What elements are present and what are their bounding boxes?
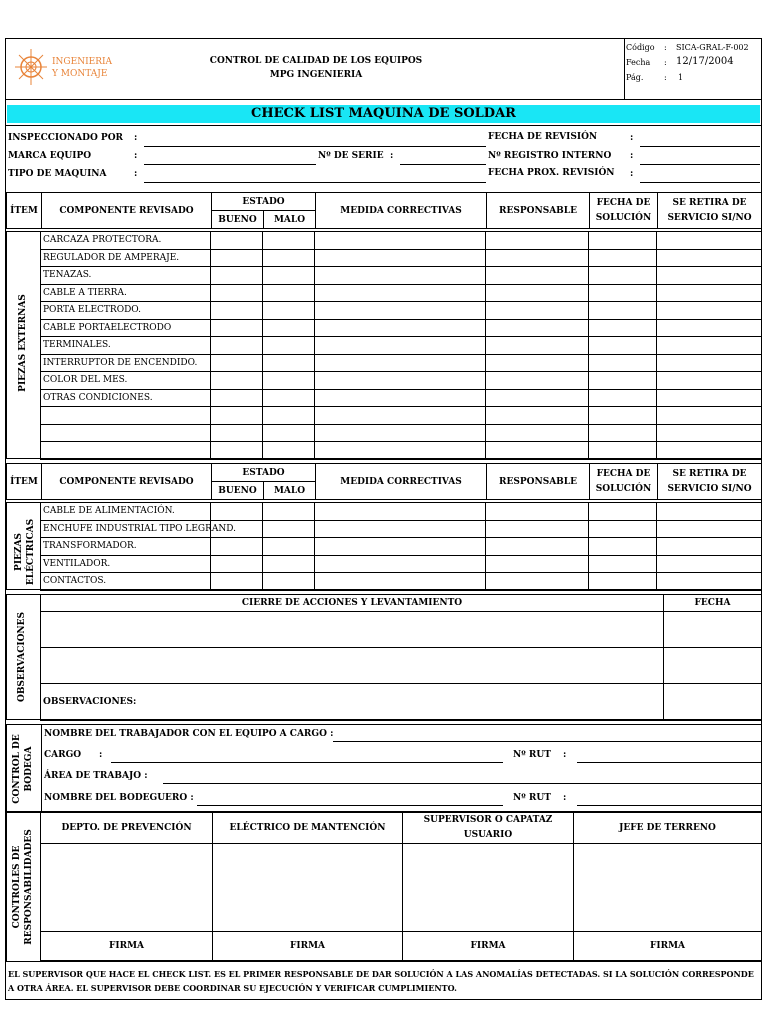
externas-cell[interactable]: [263, 284, 315, 302]
externas-cell[interactable]: [211, 407, 263, 425]
externas-cell[interactable]: [315, 249, 486, 267]
electricas-cell[interactable]: [486, 573, 589, 591]
electricas-cell[interactable]: [263, 503, 315, 521]
externas-cell[interactable]: [486, 319, 589, 337]
externas-cell[interactable]: [263, 424, 315, 442]
electricas-cell[interactable]: [263, 520, 315, 538]
externas-component: CABLE A TIERRA.: [41, 284, 211, 302]
fecha-revision-label: FECHA DE REVISIÓN: [488, 132, 598, 142]
externas-cell[interactable]: [657, 442, 762, 460]
pag-label: Pág.: [626, 73, 644, 82]
rut-label-2: Nº RUT: [513, 793, 551, 803]
cargo-label: CARGO: [44, 750, 82, 760]
externas-table: [40, 231, 762, 460]
externas-cell[interactable]: [657, 424, 762, 442]
externas-cell[interactable]: [589, 232, 657, 250]
externas-row: [41, 337, 762, 355]
externas-cell[interactable]: [589, 442, 657, 460]
form-page: INGENIERIA Y MONTAJE CONTROL DE CALIDAD DE LOS EQUIPOS MPG INGENIERIA Código : SICA-GRAL-F-002 Fecha : 12/17/2004 Pág. : 1 CHECK LIST MAQUINA DE SOLDAR INSPECCIONADO POR : FECHA DE REVISIÓN : MARCA EQUIPO : Nº DE SERIE : Nº REGISTRO INTERNO : TIPO DE MAQUINA : FECHA PROX. REVISIÓN : ÍTEM COMPONENTE REVISADO ESTADO MEDIDA CORRECTIVAS RESPONSABLE FECHA DE SOLUCIÓN SE RETIRA DE SERVICIO SI/NO BUENO MALO PIEZAS EXTERNAS CARCAZA PROTECTORA. REGULADOR DE AMPERAJE. TENAZAS. CABLE A TIERRA. PORTA ELECTRODO. CABLE PORTAELECTRODO TERMINALES. INTERRUPTOR DE ENCENDIDO. COLOR DEL MES. OTRAS CONDICIONES. ÍTEM COMPONENTE REVISADO ESTADO MEDIDA CORRECTIVAS RESPONSABLE FECHA DE SOLUCIÓN SE RETIRA DE SERVICIO SI/NO BUENO MALO PIEZAS ELÉCTRICAS CABLE DE ALIMENTACIÓN. ENCHUFE INDUSTRIAL TIPO LEGRAND. TRANSFORMADOR. VENTILADOR. CONTACTOS. OBSERVACIONES CIERRE DE ACCIONES Y LEVANTAMIENTO FECHA OBSERVACIONES: CONTROL DE BODEGA NOMBRE DEL TRABAJADOR CON EL EQUIPO A CARGO : CARGO : Nº RUT : ÁREA DE TRABAJO : NOMBRE DEL BODEGUERO : Nº RUT : CONTROLES DE RESPONSABILIDADES DEPTO. DE PREVENCIÓN ELÉCTRICO DE MANTENCIÓN SUPERVISOR O CAPATAZ USUARIO JEFE DE TERRENO FIRMA FIRMA FIRMA FIRMA EL SUPERVISOR QUE HACE EL CHECK LIST. ES EL PRIMER RESPONSABLE DE DAR SOLUCIÓN A LAS ANOMALÍAS DETECTADAS. SI LA SOLUCIÓN CORRESPONDE A OTRA ÁREA. EL SUPERVISOR DEBE COORDINAR SU EJECUCIÓN Y VERIFICAR CUMPLIMIENTO.: [5, 38, 762, 1000]
externas-cell[interactable]: [315, 442, 486, 460]
externas-cell[interactable]: [263, 354, 315, 372]
footer-note: EL SUPERVISOR QUE HACE EL CHECK LIST. ES EL PRIMER RESPONSABLE DE DAR SOLUCIÓN A LAS ANOMALÍAS DETECTADAS. SI LA SOLUCIÓN CORRESPONDE A OTRA ÁREA. EL SUPERVISOR DEBE COORDINAR SU EJECUCIÓN Y VERIFICAR CUMPLIMIENTO.: [8, 969, 754, 993]
electricas-cell[interactable]: [657, 538, 762, 556]
externas-cell[interactable]: [589, 372, 657, 390]
registro-field[interactable]: [640, 164, 760, 165]
externas-cell[interactable]: [315, 337, 486, 355]
electricas-row: [41, 538, 762, 556]
codigo-label: Código: [626, 43, 655, 52]
electricas-cell[interactable]: [486, 538, 589, 556]
cierre-row-1[interactable]: [41, 612, 664, 648]
electricas-cell[interactable]: [486, 503, 589, 521]
externas-row: [41, 249, 762, 267]
externas-cell[interactable]: [315, 372, 486, 390]
externas-component: OTRAS CONDICIONES.: [41, 389, 211, 407]
observaciones-label: OBSERVACIONES: [17, 611, 27, 703]
logo-emblem-icon: [14, 47, 48, 87]
registro-label: Nº REGISTRO INTERNO: [488, 151, 612, 161]
externas-cell[interactable]: [263, 337, 315, 355]
externas-cell[interactable]: [263, 319, 315, 337]
company-logo: [12, 47, 112, 89]
externas-cell[interactable]: [486, 407, 589, 425]
externas-cell[interactable]: [315, 284, 486, 302]
electricas-cell[interactable]: [315, 555, 486, 573]
observaciones-field[interactable]: OBSERVACIONES:: [41, 684, 664, 721]
externas-row: [41, 407, 762, 425]
externas-component: TERMINALES.: [41, 337, 211, 355]
tipo-label: TIPO DE MAQUINA: [8, 169, 107, 179]
electricas-cell[interactable]: [589, 573, 657, 591]
externas-cell[interactable]: [315, 407, 486, 425]
bodega-label: CONTROL DE BODEGA: [12, 734, 34, 804]
fecha-prox-label: FECHA PROX. REVISIÓN: [488, 168, 615, 178]
electricas-cell[interactable]: [486, 555, 589, 573]
externas-cell[interactable]: [657, 249, 762, 267]
externas-cell[interactable]: [211, 319, 263, 337]
electricas-cell[interactable]: [315, 520, 486, 538]
externas-cell[interactable]: [589, 319, 657, 337]
electricas-component: VENTILADOR.: [41, 555, 211, 573]
electricas-component: CONTACTOS.: [41, 573, 211, 591]
externas-cell[interactable]: [315, 354, 486, 372]
bodeguero-field[interactable]: [197, 805, 503, 806]
observaciones-table: CIERRE DE ACCIONES Y LEVANTAMIENTO FECHA OBSERVACIONES:: [40, 594, 762, 721]
electricas-cell[interactable]: [315, 538, 486, 556]
marca-field[interactable]: [144, 164, 316, 165]
electricas-row: [41, 573, 762, 591]
responsabilidades-table: DEPTO. DE PREVENCIÓN ELÉCTRICO DE MANTENCIÓN SUPERVISOR O CAPATAZ USUARIO JEFE DE TERRENO FIRMA FIRMA FIRMA FIRMA: [40, 812, 762, 961]
electricas-component: TRANSFORMADOR.: [41, 538, 211, 556]
externas-cell[interactable]: [263, 442, 315, 460]
electricas-component: CABLE DE ALIMENTACIÓN.: [41, 503, 211, 521]
externas-cell[interactable]: [486, 354, 589, 372]
externas-cell[interactable]: [486, 337, 589, 355]
electricas-component: ENCHUFE INDUSTRIAL TIPO LEGRAND.: [41, 520, 211, 538]
externas-cell[interactable]: [657, 354, 762, 372]
externas-component: [41, 407, 211, 425]
externas-cell[interactable]: [657, 319, 762, 337]
externas-cell[interactable]: [657, 267, 762, 285]
externas-component: REGULADOR DE AMPERAJE.: [41, 249, 211, 267]
tipo-field[interactable]: [144, 182, 486, 183]
externas-cell[interactable]: [589, 354, 657, 372]
externas-cell[interactable]: [263, 407, 315, 425]
firma-label: FIRMA: [574, 932, 762, 961]
electricas-cell[interactable]: [486, 520, 589, 538]
electricas-cell[interactable]: [263, 538, 315, 556]
electricas-row: [41, 503, 762, 521]
externas-cell[interactable]: [263, 267, 315, 285]
electricas-row: [41, 520, 762, 538]
externas-cell[interactable]: [211, 302, 263, 320]
externas-cell[interactable]: [315, 302, 486, 320]
externas-row: [41, 424, 762, 442]
inspeccionado-label: INSPECCIONADO POR: [8, 133, 124, 143]
electricas-cell[interactable]: [263, 555, 315, 573]
externas-cell[interactable]: [315, 424, 486, 442]
responsabilidades-label: CONTROLES DE RESPONSABILIDADES: [12, 829, 34, 945]
externas-row: [41, 302, 762, 320]
externas-cell[interactable]: [211, 284, 263, 302]
electricas-cell[interactable]: [589, 538, 657, 556]
externas-cell[interactable]: [486, 389, 589, 407]
externas-cell[interactable]: [211, 232, 263, 250]
externas-cell[interactable]: [657, 284, 762, 302]
electricas-cell[interactable]: [211, 573, 263, 591]
inspeccionado-field[interactable]: [144, 146, 486, 147]
externas-component: [41, 442, 211, 460]
rut-field-1[interactable]: [577, 762, 761, 763]
electricas-cell[interactable]: [657, 573, 762, 591]
externas-cell[interactable]: [589, 267, 657, 285]
electricas-cell[interactable]: [589, 520, 657, 538]
electricas-cell[interactable]: [589, 503, 657, 521]
externas-row: [41, 232, 762, 250]
electricas-cell[interactable]: [657, 520, 762, 538]
externas-row: [41, 284, 762, 302]
cierre-row-2[interactable]: [41, 648, 664, 684]
externas-component: TENAZAS.: [41, 267, 211, 285]
electricas-row: [41, 555, 762, 573]
externas-cell[interactable]: [211, 424, 263, 442]
serie-field[interactable]: [400, 164, 486, 165]
firma-label: FIRMA: [403, 932, 574, 961]
externas-cell[interactable]: [657, 372, 762, 390]
header-title-2: MPG INGENIERIA: [269, 70, 363, 80]
externas-cell[interactable]: [657, 389, 762, 407]
externas-row: [41, 319, 762, 337]
externas-component: COLOR DEL MES.: [41, 372, 211, 390]
electricas-header-table: ÍTEM COMPONENTE REVISADO ESTADO MEDIDA CORRECTIVAS RESPONSABLE FECHA DE SOLUCIÓN SE RETIRA DE SERVICIO SI/NO BUENO MALO: [6, 463, 762, 500]
externas-cell[interactable]: [211, 267, 263, 285]
externas-cell[interactable]: [315, 232, 486, 250]
codigo-value: SICA-GRAL-F-002: [676, 43, 749, 52]
externas-header-table: ÍTEM COMPONENTE REVISADO ESTADO MEDIDA CORRECTIVAS RESPONSABLE FECHA DE SOLUCIÓN SE RETIRA DE SERVICIO SI/NO BUENO MALO: [6, 192, 762, 229]
externas-component: CARCAZA PROTECTORA.: [41, 232, 211, 250]
serie-label: Nº DE SERIE: [318, 151, 384, 161]
externas-cell[interactable]: [486, 232, 589, 250]
externas-row: [41, 389, 762, 407]
signature-box-jefe[interactable]: [574, 844, 762, 932]
externas-cell[interactable]: [315, 267, 486, 285]
externas-cell[interactable]: [211, 442, 263, 460]
electricas-cell[interactable]: [657, 555, 762, 573]
externas-cell[interactable]: [589, 284, 657, 302]
externas-cell[interactable]: [589, 249, 657, 267]
rut-label-1: Nº RUT: [513, 750, 551, 760]
externas-cell[interactable]: [263, 249, 315, 267]
pag-value: 1: [678, 73, 684, 82]
fecha-prox-field[interactable]: [640, 182, 760, 183]
externas-row: [41, 442, 762, 460]
marca-label: MARCA EQUIPO: [8, 151, 92, 161]
bodega-section: CONTROL DE BODEGA NOMBRE DEL TRABAJADOR CON EL EQUIPO A CARGO : CARGO : Nº RUT : ÁREA DE TRABAJO : NOMBRE DEL BODEGUERO : Nº RUT :: [6, 724, 762, 812]
electricas-cell[interactable]: [315, 573, 486, 591]
externas-label: PIEZAS EXTERNAS: [18, 294, 28, 392]
externas-cell[interactable]: [211, 354, 263, 372]
electricas-table: [40, 502, 762, 591]
externas-cell[interactable]: [263, 389, 315, 407]
externas-component: [41, 424, 211, 442]
externas-row: [41, 372, 762, 390]
cargo-field[interactable]: [111, 762, 503, 763]
electricas-cell[interactable]: [211, 503, 263, 521]
externas-component: CABLE PORTAELECTRODO: [41, 319, 211, 337]
externas-cell[interactable]: [657, 302, 762, 320]
externas-component: INTERRUPTOR DE ENCENDIDO.: [41, 354, 211, 372]
logo-line-2: Y MONTAJE: [52, 69, 108, 79]
externas-cell[interactable]: [657, 337, 762, 355]
externas-cell[interactable]: [211, 249, 263, 267]
externas-cell[interactable]: [486, 284, 589, 302]
externas-cell[interactable]: [657, 407, 762, 425]
firma-label: FIRMA: [213, 932, 403, 961]
externas-cell[interactable]: [589, 337, 657, 355]
externas-cell[interactable]: [211, 389, 263, 407]
externas-cell[interactable]: [589, 389, 657, 407]
externas-cell[interactable]: [486, 267, 589, 285]
externas-cell[interactable]: [486, 249, 589, 267]
externas-cell[interactable]: [263, 232, 315, 250]
externas-cell[interactable]: [486, 372, 589, 390]
fecha-revision-field[interactable]: [640, 146, 760, 147]
firma-label: FIRMA: [41, 932, 213, 961]
externas-cell[interactable]: [486, 424, 589, 442]
externas-cell[interactable]: [589, 424, 657, 442]
electricas-cell[interactable]: [263, 573, 315, 591]
electricas-cell[interactable]: [315, 503, 486, 521]
trabajador-field[interactable]: [333, 741, 761, 742]
externas-cell[interactable]: [315, 319, 486, 337]
externas-cell[interactable]: [486, 302, 589, 320]
externas-component: PORTA ELECTRODO.: [41, 302, 211, 320]
externas-cell[interactable]: [657, 232, 762, 250]
logo-line-1: INGENIERIA: [52, 57, 113, 67]
externas-cell[interactable]: [263, 372, 315, 390]
externas-cell[interactable]: [211, 337, 263, 355]
externas-cell[interactable]: [315, 389, 486, 407]
electricas-cell[interactable]: [211, 538, 263, 556]
electricas-cell[interactable]: [657, 503, 762, 521]
externas-cell[interactable]: [589, 302, 657, 320]
rut-field-2[interactable]: [577, 805, 761, 806]
trabajador-label: NOMBRE DEL TRABAJADOR CON EL EQUIPO A CARGO :: [44, 729, 334, 739]
externas-cell[interactable]: [211, 372, 263, 390]
header-title-1: CONTROL DE CALIDAD DE LOS EQUIPOS: [209, 56, 423, 66]
fecha-value: 12/17/2004: [676, 56, 734, 67]
area-label: ÁREA DE TRABAJO :: [44, 771, 148, 781]
externas-row: [41, 354, 762, 372]
electricas-cell[interactable]: [211, 555, 263, 573]
externas-cell[interactable]: [263, 302, 315, 320]
area-field[interactable]: [163, 783, 761, 784]
bodeguero-label: NOMBRE DEL BODEGUERO :: [44, 793, 194, 803]
externas-cell[interactable]: [589, 407, 657, 425]
electricas-cell[interactable]: [589, 555, 657, 573]
signature-box-electrico[interactable]: [213, 844, 403, 932]
electricas-label: PIEZAS ELÉCTRICAS: [14, 518, 36, 586]
externas-cell[interactable]: [486, 442, 589, 460]
fecha-label: Fecha: [626, 58, 651, 67]
signature-box-supervisor[interactable]: [403, 844, 574, 932]
checklist-title: CHECK LIST MAQUINA DE SOLDAR: [7, 105, 760, 123]
signature-box-prevencion[interactable]: [41, 844, 213, 932]
externas-row: [41, 267, 762, 285]
